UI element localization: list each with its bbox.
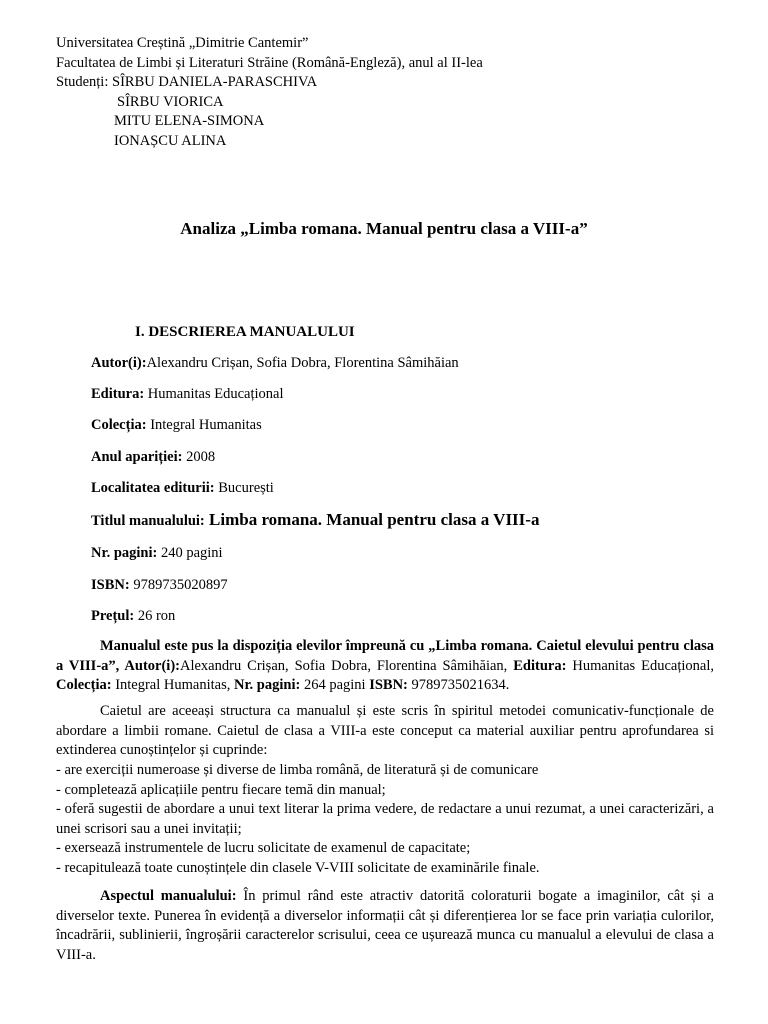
field-value: Humanitas Educațional [144,386,284,402]
field-pages [91,545,223,562]
field-label: Autor(i): [91,355,147,371]
field-isbn [91,577,228,594]
bold-text: Aspectul manualului: [100,888,237,904]
paragraph-appearance [56,887,714,965]
students-label: Studenți: [56,74,109,90]
bold-text: Colecția: [56,677,112,693]
feature-list [56,761,714,878]
paragraph-structure [56,702,714,761]
field-value: 9789735020897 [129,577,228,593]
field-price [91,608,175,625]
field-label: Prețul: [91,608,135,624]
field-label: Colecția: [91,417,147,433]
bold-text: Manualul este pus la dispoziția elevilor împreună cu „Limba romana. Caietul elevului pentru clasa a VIII-a”, Autor(i): [56,638,714,674]
university-name: Universitatea Creștină „Dimitrie Cantemir” [56,35,309,51]
section-heading: I. DESCRIEREA MANUALULUI [135,324,355,340]
field-value: București [214,480,274,496]
field-label: Titlul manualului: [91,513,205,529]
field-label: Editura: [91,386,145,402]
list-item: - are exerciții numeroase și diverse de limba română, de literatură și de comunicare [56,762,539,778]
body-text: În primul rând este atractiv datorită coloraturii bogate a imaginilor, cât și a diverselor texte. Punerea în evidență a diverselor informații cât și diferențierea lor se face prin variația culorilor, încadrării, sublinierii, îngroșării caracterelor scrisului, ceea ce ușurează munca cu manualul a elevului de clasa a VIII-a. [56,888,714,963]
field-title [91,510,539,530]
field-value: 2008 [182,449,216,465]
body-text: Caietul are aceeași structura ca manualul și este scris în spiritul metodei comunicativ-funcționale de abordare a limbii romane. Caietul de clasa a VIII-a este conceput ca material auxiliar pentru aprofundarea si extinderea cunoștințelor și cuprinde: [56,703,714,758]
student-line-3: MITU ELENA-SIMONA [114,113,265,129]
list-item: - oferă sugestii de abordare a unui text literar la prima vedere, de redactare a unui rezumat, a unei caracterizări, a unei scrisori sau a unei invitații; [56,801,714,837]
field-label: Localitatea editurii: [91,480,215,496]
field-publisher [91,386,284,403]
body-text: Humanitas Educațional, [566,657,715,674]
body-text: 9789735021634. [407,677,510,693]
bold-text: Editura: [513,657,567,674]
student-name: SÎRBU DANIELA-PARASCHIVA [112,74,318,90]
bold-text: ISBN: [369,677,408,693]
faculty-name: Facultatea de Limbi și Literaturi Străine (Română-Engleză), anul al II-lea [56,54,483,71]
body-text: 264 pagini [300,677,370,693]
field-value: Integral Humanitas [146,417,262,433]
document-title: Analiza „Limba romana. Manual pentru clasa a VIII-a” [180,219,588,238]
list-item: - completează aplicațiile pentru fiecare temă din manual; [56,781,386,798]
field-value: 26 ron [134,608,176,624]
field-collection [91,417,262,434]
student-line-1 [56,73,483,93]
field-value: Limba romana. Manual pentru clasa a VIII-a [204,510,540,529]
field-label: Nr. pagini: [91,545,158,561]
student-line-2: SÎRBU VIORICA [117,93,224,110]
document-header [56,34,483,151]
list-item: - exersează instrumentele de lucru solicitate de examenul de capacitate; [56,840,471,856]
field-year [91,449,215,466]
field-label: ISBN: [91,577,130,593]
paragraph-workbook [56,637,714,696]
field-value: Alexandru Crișan, Sofia Dobra, Florentina Sâmihăian [146,355,459,371]
field-city [91,480,274,497]
body-text: Alexandru Crișan, Sofia Dobra, Florentina Sâmihăian, [180,657,514,674]
field-authors [91,355,459,372]
field-label: Anul apariției: [91,449,183,465]
student-line-4: IONAȘCU ALINA [114,132,227,149]
list-item: - recapitulează toate cunoștințele din clasele V-VIII solicitate de examinările finale. [56,859,540,876]
bold-text: Nr. pagini: [233,677,301,693]
field-value: 240 pagini [157,545,223,561]
body-text: Integral Humanitas, [111,677,234,693]
